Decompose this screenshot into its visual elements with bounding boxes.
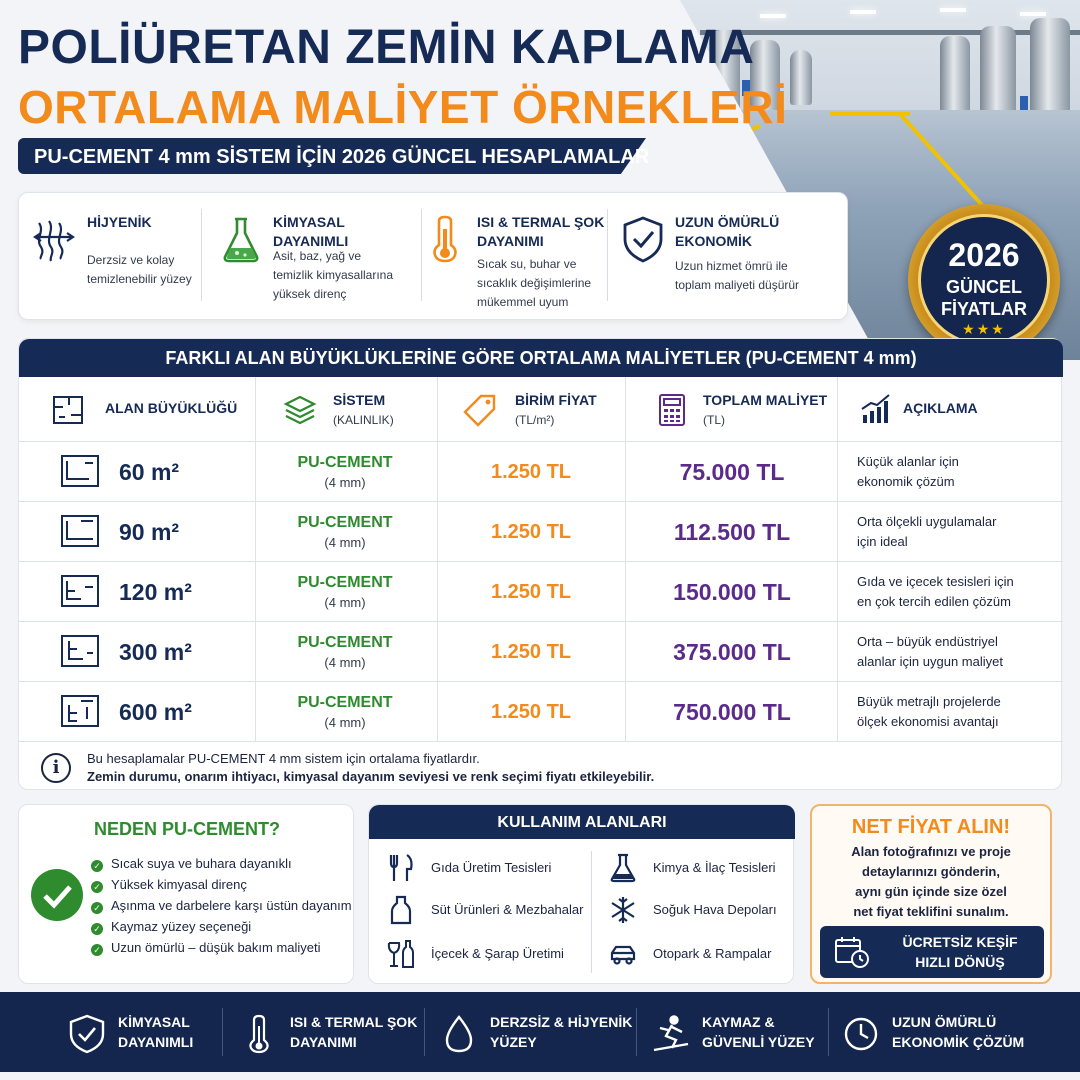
total-cost: 150.000 TL <box>673 579 791 605</box>
row-description: Orta – büyük endüstriyel alanlar için uygun maliyet <box>857 634 1003 669</box>
system-cell: PU-CEMENT (4 mm) <box>297 454 393 490</box>
feature-desc-line: toplam maliyeti düşürür <box>675 278 800 292</box>
column-header-system <box>255 377 437 441</box>
why-list <box>91 853 352 958</box>
column-header-total <box>625 377 837 441</box>
price-badge <box>908 204 1060 356</box>
hygiene-icon <box>33 215 77 263</box>
feature-desc-line: mükemmel uyum <box>477 295 569 309</box>
footer-label: DERZSİZ & HİJYENİK YÜZEY <box>490 1014 633 1050</box>
footer-label: ISI & TERMAL ŞOK DAYANIMI <box>290 1014 418 1050</box>
car-icon <box>609 939 637 969</box>
column-header-unit-price <box>437 377 625 441</box>
table-note: Bu hesaplamalar PU-CEMENT 4 mm sistem için ortalama fiyatlardır. <box>87 751 480 766</box>
unit-price: 1.250 TL <box>490 461 572 483</box>
feature-hygiene <box>25 207 211 307</box>
badge-year: 2026 <box>948 237 1020 273</box>
table-row <box>19 561 1063 621</box>
column-header-label: BİRİM FİYAT <box>515 392 597 408</box>
feature-desc-line: Derzsiz ve kolay <box>87 253 175 267</box>
column-header-label: ALAN BÜYÜKLÜĞÜ <box>105 400 238 416</box>
feature-chemical <box>211 207 421 307</box>
total-cost: 750.000 TL <box>673 699 791 725</box>
fork-knife-icon <box>387 853 415 883</box>
list-item: ✓ Aşınma ve darbelere karşı üstün dayanım <box>91 895 352 916</box>
why-card <box>18 804 354 984</box>
area-size: 60 m² <box>119 459 180 485</box>
column-header-sub: (TL/m²) <box>515 413 555 427</box>
growth-chart-icon <box>859 393 893 427</box>
column-header-sub: (KALINLIK) <box>333 413 394 427</box>
column-header-label: SİSTEM <box>333 392 386 408</box>
thermometer-icon <box>423 215 467 263</box>
check-circle-icon <box>31 869 83 921</box>
column-header-description <box>837 377 1063 441</box>
row-description: Gıda ve içecek tesisleri için en çok tercih edilen çözüm <box>857 574 1014 609</box>
check-icon: ✓ <box>91 944 103 956</box>
feature-title: EKONOMİK <box>675 233 752 249</box>
check-icon: ✓ <box>91 881 103 893</box>
list-item: ✓ Kaymaz yüzey seçeneği <box>91 916 352 937</box>
slip-icon <box>652 1014 690 1054</box>
list-item: ✓ Uzun ömürlü – düşük bakım maliyeti <box>91 937 352 958</box>
system-cell: PU-CEMENT (4 mm) <box>297 574 393 610</box>
column-header-label: TOPLAM MALİYET <box>703 392 828 408</box>
shield-check-icon <box>621 215 665 263</box>
clock-icon <box>842 1014 880 1054</box>
unit-price: 1.250 TL <box>490 641 572 663</box>
footer-bar <box>0 992 1080 1072</box>
why-title: NEDEN PU-CEMENT? <box>93 819 280 839</box>
footer-label: UZUN ÖMÜRLÜ EKONOMİK ÇÖZÜM <box>892 1014 1025 1050</box>
milk-bottle-icon <box>387 895 415 925</box>
feature-title: KİMYASAL DAYANIMLI <box>273 214 349 249</box>
divider <box>591 851 592 973</box>
floor-plan-icon <box>59 513 101 549</box>
calendar-clock-icon <box>834 935 870 969</box>
price-tag-icon <box>463 393 497 427</box>
feature-desc-line: temizlenebilir yüzey <box>87 272 192 286</box>
wine-bottle-icon <box>387 939 415 969</box>
usage-label: Kimya & İlaç Tesisleri <box>653 860 776 875</box>
floor-plan-icon <box>59 693 101 729</box>
usage-title: KULLANIM ALANLARI <box>497 814 667 831</box>
net-price-card <box>810 804 1052 984</box>
area-size: 300 m² <box>119 639 192 665</box>
divider <box>201 209 202 301</box>
total-cost: 112.500 TL <box>673 519 791 545</box>
total-cost: 75.000 TL <box>679 459 785 485</box>
usage-label: İçecek & Şarap Üretimi <box>431 946 564 961</box>
flask-icon <box>219 215 263 263</box>
footer-label: KİMYASAL DAYANIMLI <box>118 1014 194 1050</box>
table-row <box>19 621 1063 681</box>
feature-title: HİJYENİK <box>87 214 152 230</box>
feature-title: UZUN ÖMÜRLÜ <box>675 214 780 230</box>
feature-desc-line: Sıcak su, buhar ve <box>477 257 577 271</box>
features-card <box>18 192 848 320</box>
check-icon: ✓ <box>91 860 103 872</box>
feature-title: ISI & TERMAL ŞOK <box>477 214 605 230</box>
column-header-label: AÇIKLAMA <box>903 400 978 416</box>
unit-price: 1.250 TL <box>490 701 572 723</box>
badge-stars: ★★★ <box>962 321 1006 337</box>
area-size: 90 m² <box>119 519 180 545</box>
shield-check-icon <box>68 1014 106 1054</box>
subtitle: PU-CEMENT 4 mm SİSTEM İÇİN 2026 GÜNCEL HESAPLAMALAR <box>34 146 650 168</box>
net-price-text: Alan fotoğrafınızı ve proje detaylarınızı gönderin, aynı gün içinde size özel net fiyat teklifini sunalım. <box>851 844 1011 919</box>
area-size: 120 m² <box>119 579 192 605</box>
cost-table <box>18 338 1062 790</box>
area-size: 600 m² <box>119 699 192 725</box>
system-cell: PU-CEMENT (4 mm) <box>297 514 393 550</box>
thermometer-icon <box>240 1014 278 1054</box>
usage-label: Gıda Üretim Tesisleri <box>431 860 552 875</box>
column-header-sub: (TL) <box>703 413 725 427</box>
button-label: HIZLI DÖNÜŞ <box>915 954 1005 970</box>
table-title: FARKLI ALAN BÜYÜKLÜKLERİNE GÖRE ORTALAMA MALİYETLER (PU-CEMENT 4 mm) <box>165 348 917 368</box>
check-icon: ✓ <box>91 923 103 935</box>
total-cost: 375.000 TL <box>673 639 791 665</box>
feature-desc-line: Asit, baz, yağ ve <box>273 249 362 263</box>
floor-plan-icon <box>59 453 101 489</box>
info-icon: i <box>41 753 71 783</box>
feature-longevity <box>613 207 843 307</box>
free-survey-button[interactable] <box>820 926 1044 978</box>
lab-flask-icon <box>609 853 637 883</box>
floor-plan-icon <box>59 573 101 609</box>
system-cell: PU-CEMENT (4 mm) <box>297 634 393 670</box>
usage-label: Süt Ürünleri & Mezbahalar <box>431 902 584 917</box>
badge-line: FİYATLAR <box>940 299 1027 319</box>
feature-desc-line: yüksek direnç <box>273 287 347 301</box>
floor-plan-icon <box>59 633 101 669</box>
check-icon: ✓ <box>91 902 103 914</box>
page-title-highlight: ORTALAMA MALİYET ÖRNEKLERİ <box>18 81 788 133</box>
button-label: ÜCRETSİZ KEŞİF <box>902 934 1018 950</box>
table-row <box>19 681 1063 741</box>
floor-plan-icon <box>51 393 85 427</box>
usage-card <box>368 804 794 984</box>
column-header-area <box>19 377 255 441</box>
feature-desc-line: sıcaklık değişimlerine <box>477 276 592 290</box>
unit-price: 1.250 TL <box>490 521 572 543</box>
table-row <box>19 441 1063 501</box>
row-description: Küçük alanlar için ekonomik çözüm <box>857 454 959 489</box>
badge-line: GÜNCEL <box>946 277 1022 297</box>
usage-label: Otopark & Rampalar <box>653 946 772 961</box>
calculator-icon <box>655 393 689 427</box>
system-cell: PU-CEMENT (4 mm) <box>297 694 393 730</box>
drop-icon <box>440 1014 478 1054</box>
feature-thermal <box>415 207 613 307</box>
net-price-title: NET FİYAT ALIN! <box>851 816 1011 838</box>
layers-icon <box>283 393 317 427</box>
feature-title: DAYANIMI <box>477 233 544 249</box>
list-item: ✓ Sıcak suya ve buhara dayanıklı <box>91 853 352 874</box>
divider <box>607 209 608 301</box>
feature-desc-line: temizlik kimyasallarına <box>273 268 394 282</box>
usage-label: Soğuk Hava Depoları <box>653 902 777 917</box>
row-description: Büyük metrajlı projelerde ölçek ekonomisi avantajı <box>857 694 1001 729</box>
row-description: Orta ölçekli uygulamalar için ideal <box>857 514 997 549</box>
page-title: POLİÜRETAN ZEMİN KAPLAMA <box>18 21 755 74</box>
table-note-bold: Zemin durumu, onarım ihtiyacı, kimyasal dayanım seviyesi ve renk seçimi fiyatı etkileyebilir. <box>87 769 655 784</box>
footer-label: KAYMAZ & GÜVENLİ YÜZEY <box>702 1014 815 1050</box>
feature-desc-line: Uzun hizmet ömrü ile <box>675 259 788 273</box>
list-item: ✓ Yüksek kimyasal direnç <box>91 874 352 895</box>
snowflake-icon <box>609 895 637 925</box>
unit-price: 1.250 TL <box>490 581 572 603</box>
table-row <box>19 501 1063 561</box>
